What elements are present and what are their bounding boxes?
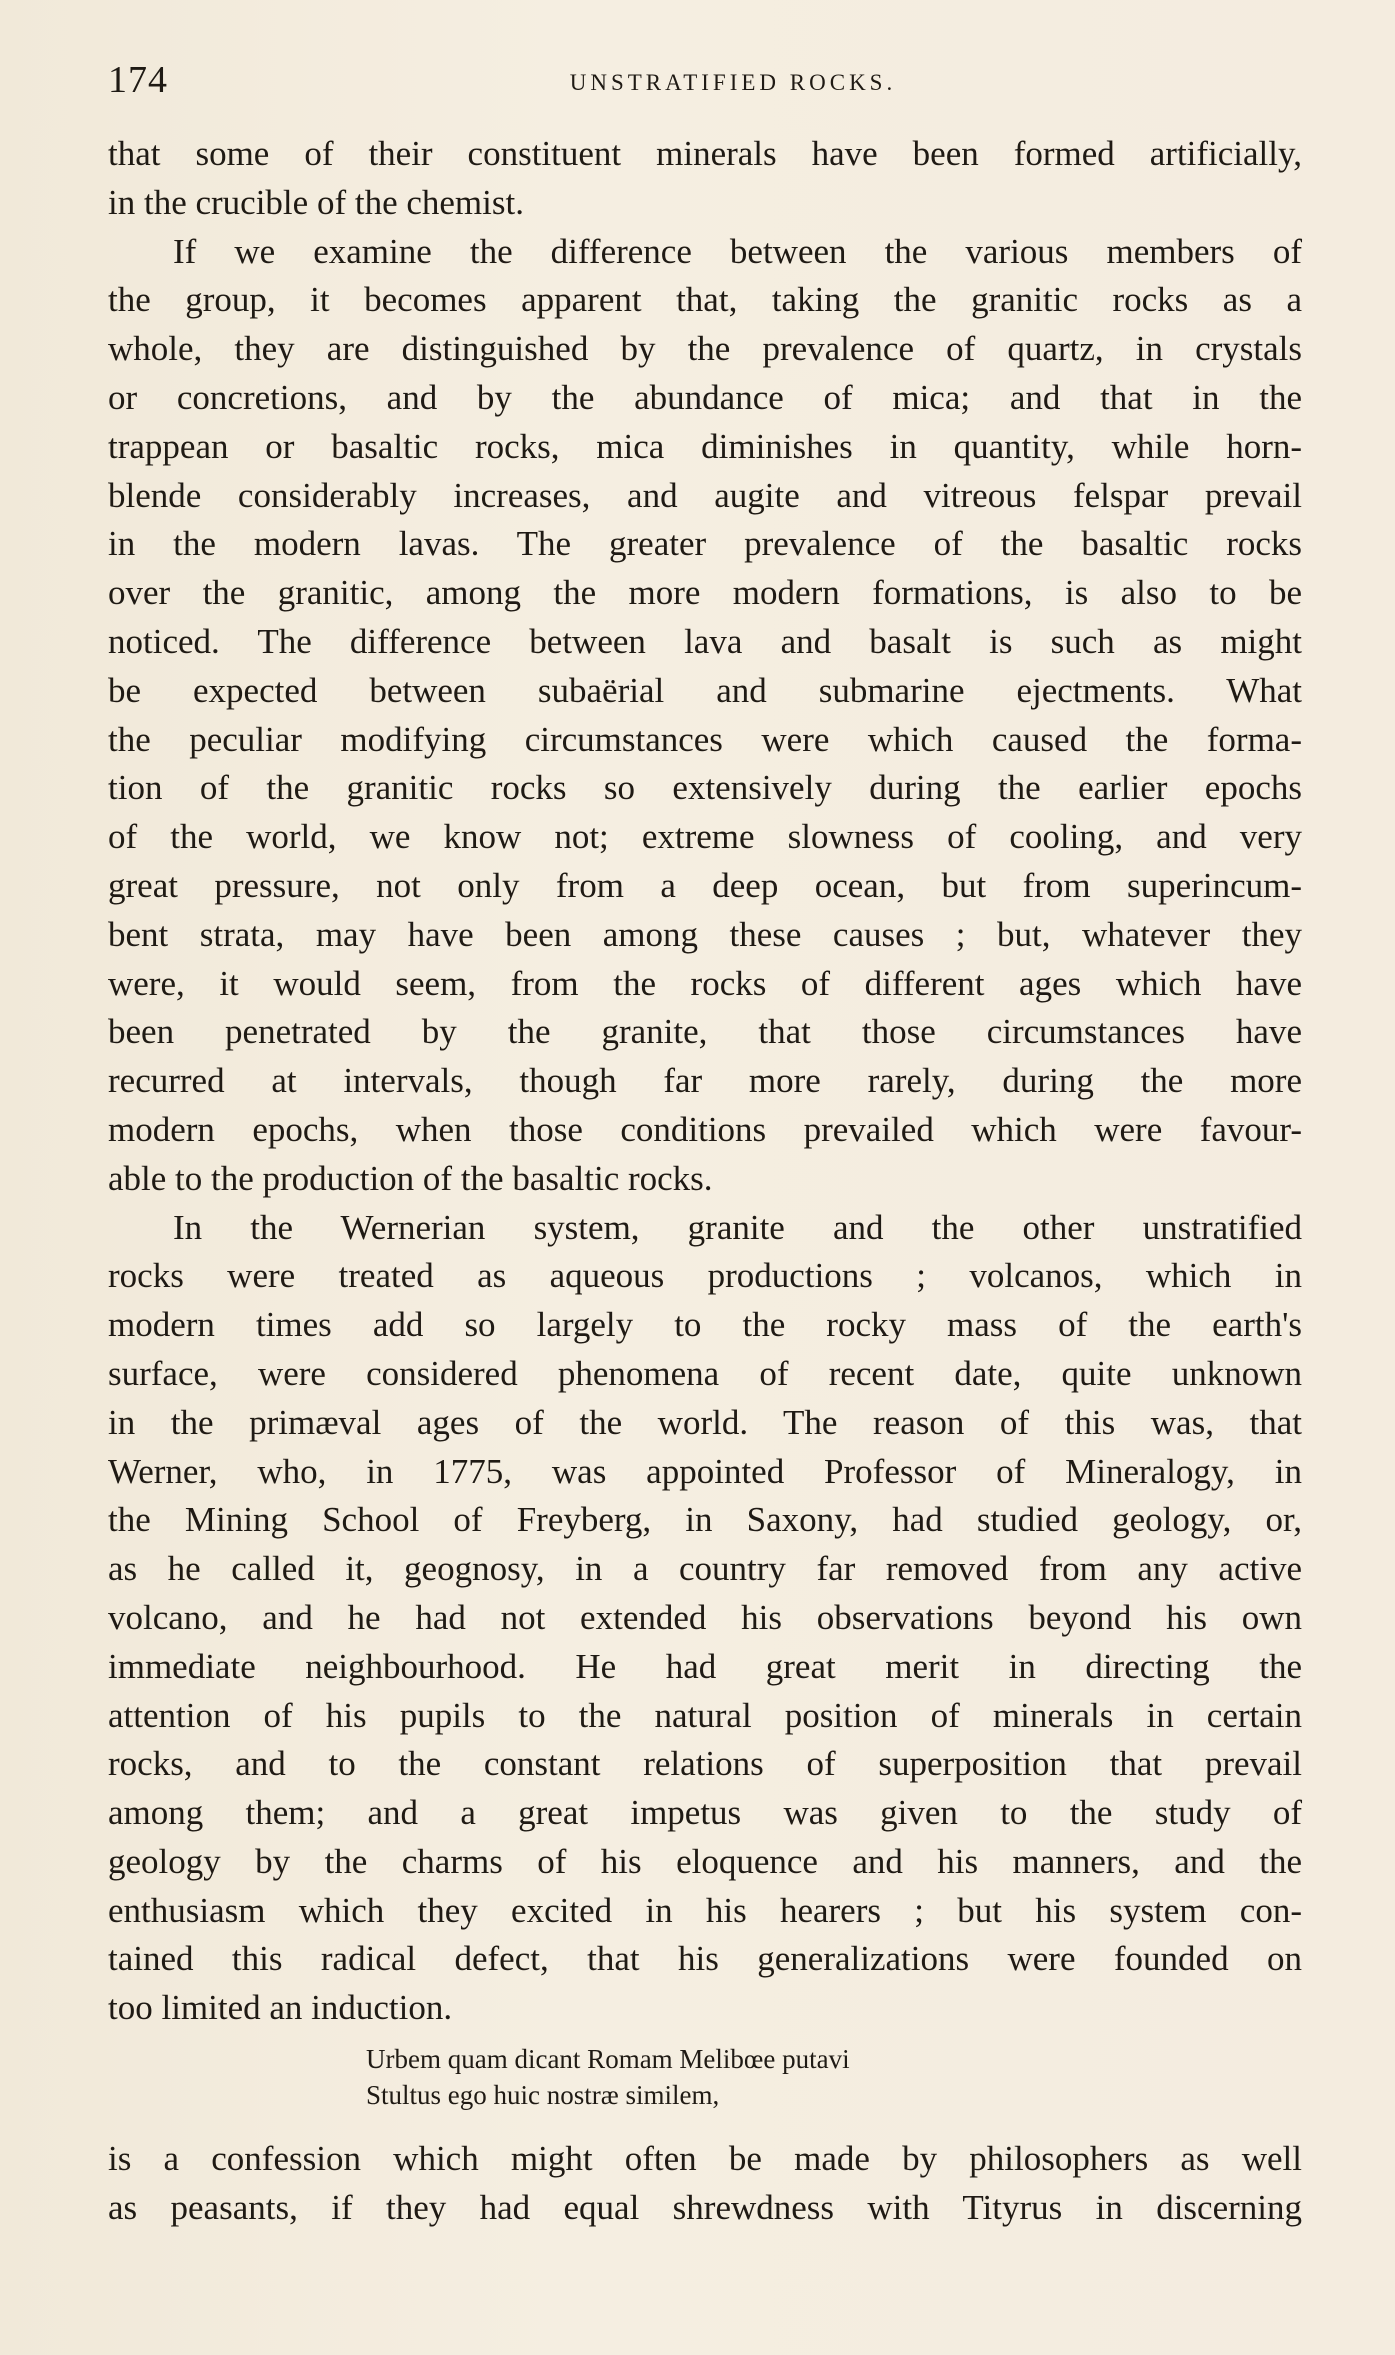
text-line: as he called it, geognosy, in a country far removed from any active: [108, 1549, 1302, 1589]
text-line: modern times add so largely to the rocky mass of the earth's: [108, 1305, 1302, 1345]
text-line: blende considerably increases, and augite and vitreous felspar prevail: [108, 475, 1302, 515]
text-line: geology by the charms of his eloquence and his manners, and the: [108, 1841, 1302, 1881]
text-line: enthusiasm which they excited in his hearers ; but his system con-: [108, 1890, 1302, 1930]
text-line: able to the production of the basaltic rocks.: [108, 1158, 713, 1198]
text-line: rocks, and to the constant relations of superposition that prevail: [108, 1744, 1302, 1784]
text-line: If we examine the difference between the various members of: [173, 231, 1302, 271]
text-line: trappean or basaltic rocks, mica diminishes in quantity, while horn-: [108, 426, 1302, 466]
text-line: among them; and a great impetus was given to the study of: [108, 1793, 1302, 1833]
paragraph: [108, 228, 1302, 1204]
text-line: volcano, and he had not extended his observations beyond his own: [108, 1597, 1302, 1637]
paragraph: [108, 130, 1302, 228]
text-line: surface, were considered phenomena of recent date, quite unknown: [108, 1353, 1302, 1393]
text-line: modern epochs, when those conditions prevailed which were favour-: [108, 1109, 1302, 1149]
text-line: great pressure, not only from a deep ocean, but from superincum-: [108, 865, 1302, 905]
text-line: be expected between subaërial and submarine ejectments. What: [108, 670, 1302, 710]
text-line: or concretions, and by the abundance of mica; and that in the: [108, 377, 1302, 417]
text-line: been penetrated by the granite, that those circumstances have: [108, 1012, 1302, 1052]
text-line: noticed. The difference between lava and basalt is such as might: [108, 621, 1302, 661]
text-line: tion of the granitic rocks so extensively during the earlier epochs: [108, 768, 1302, 808]
verse-quotation: [108, 2041, 1302, 2113]
running-head: UNSTRATIFIED ROCKS.: [569, 70, 897, 95]
text-line: In the Wernerian system, granite and the other unstratified: [173, 1207, 1302, 1247]
text-line: is a confession which might often be made by philosophers as well: [108, 2139, 1302, 2179]
text-line: attention of his pupils to the natural position of minerals in certain: [108, 1695, 1302, 1735]
text-line: whole, they are distinguished by the prevalence of quartz, in crystals: [108, 329, 1302, 369]
text-line: in the crucible of the chemist.: [108, 182, 524, 222]
text-line: too limited an induction.: [108, 1988, 453, 2028]
text-line: that some of their constituent minerals have been formed artificially,: [108, 134, 1302, 173]
text-line: of the world, we know not; extreme slowness of cooling, and very: [108, 817, 1302, 857]
text-line: Werner, who, in 1775, was appointed Professor of Mineralogy, in: [108, 1451, 1302, 1491]
page-number: 174: [108, 59, 168, 101]
text-line: rocks were treated as aqueous productions ; volcanos, which in: [108, 1256, 1302, 1296]
text-line: immediate neighbourhood. He had great merit in directing the: [108, 1646, 1302, 1686]
paragraph: [108, 1204, 1302, 2034]
text-line: were, it would seem, from the rocks of different ages which have: [108, 963, 1302, 1003]
text-line: the peculiar modifying circumstances were which caused the forma-: [108, 719, 1302, 759]
text-line: in the primæval ages of the world. The reason of this was, that: [108, 1402, 1302, 1442]
page-header: [108, 58, 1298, 108]
text-line: tained this radical defect, that his generalizations were founded on: [108, 1939, 1302, 1979]
text-line: the Mining School of Freyberg, in Saxony, had studied geology, or,: [108, 1500, 1302, 1540]
text-line: over the granitic, among the more modern formations, is also to be: [108, 573, 1302, 613]
closing-paragraph: [108, 2135, 1302, 2233]
quote-line: Stultus ego huic nostræ similem,: [366, 2080, 720, 2111]
quote-line: Urbem quam dicant Romam Melibœe putavi: [366, 2044, 850, 2075]
body-text: [108, 130, 1302, 2233]
text-line: the group, it becomes apparent that, taking the granitic rocks as a: [108, 280, 1302, 320]
text-line: recurred at intervals, though far more rarely, during the more: [108, 1061, 1302, 1101]
text-line: as peasants, if they had equal shrewdness with Tityrus in discerning: [108, 2187, 1302, 2227]
text-line: bent strata, may have been among these causes ; but, whatever they: [108, 914, 1302, 954]
text-line: in the modern lavas. The greater prevalence of the basaltic rocks: [108, 524, 1302, 564]
